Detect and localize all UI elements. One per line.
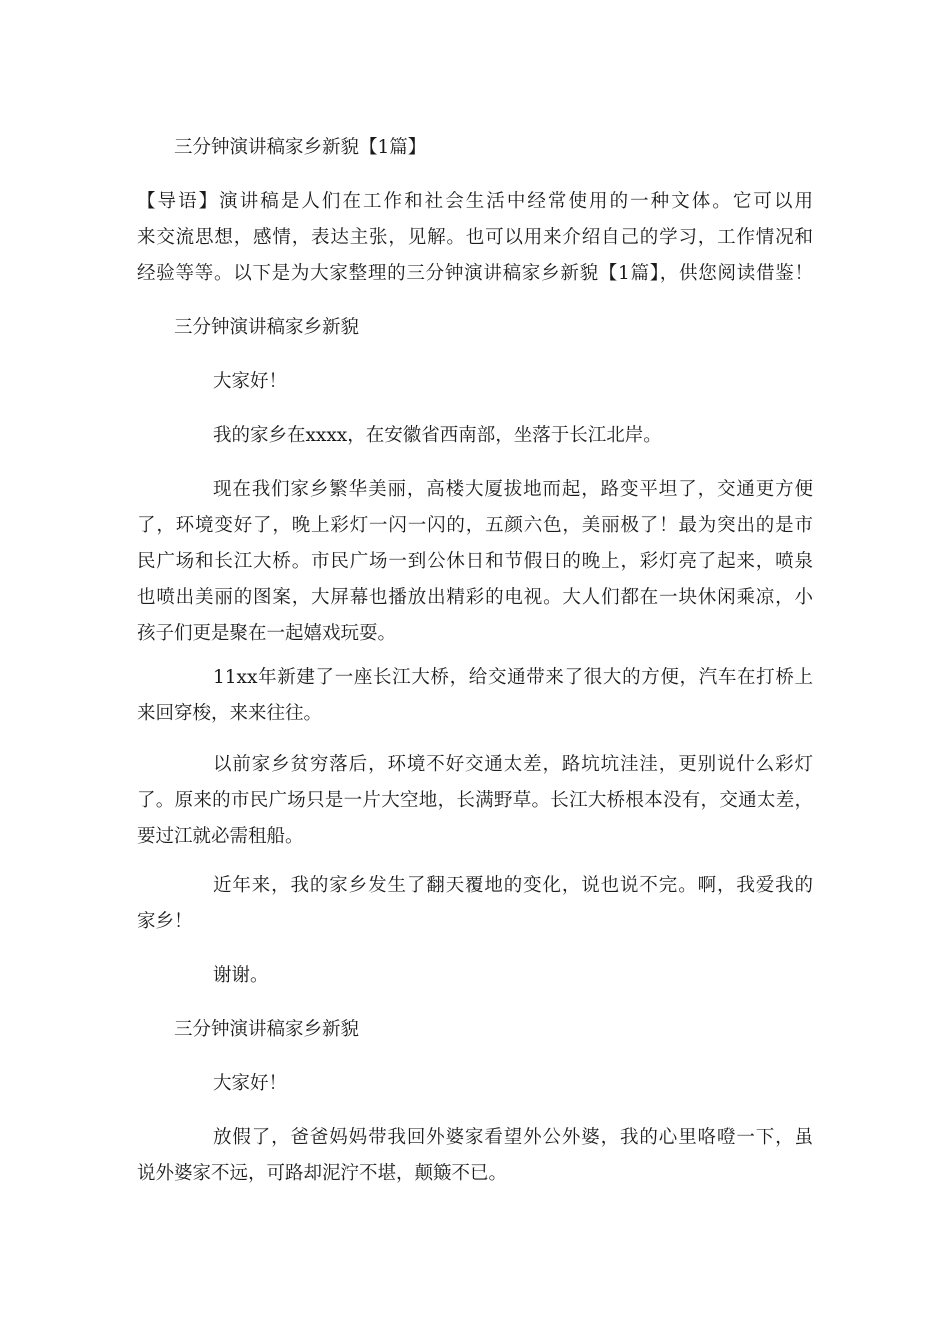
speech1-p2-line-3: 民广场和长江大桥。市民广场一到公休日和节假日的晚上，彩灯亮了起来，喷泉: [137, 551, 813, 572]
speech2-p1-line-1: 放假了，爸爸妈妈带我回外婆家看望外公外婆，我的心里咯噔一下，虽: [213, 1127, 813, 1148]
speech2-greeting: 大家好！: [213, 1073, 288, 1094]
speech1-p4-line-2: 了。原来的市民广场只是一片大空地，长满野草。长江大桥根本没有，交通太差，: [137, 790, 813, 811]
speech1-p4-line-1: 以前家乡贫穷落后，环境不好交通太差，路坑坑洼洼，更别说什么彩灯: [213, 754, 813, 775]
speech1-p2-line-4: 也喷出美丽的图案，大屏幕也播放出精彩的电视。大人们都在一块休闲乘凉，小: [137, 587, 813, 608]
intro-line-1: 【导语】演讲稿是人们在工作和社会生活中经常使用的一种文体。它可以用: [137, 191, 813, 212]
intro-line-2: 来交流思想，感情，表达主张，见解。也可以用来介绍自己的学习，工作情况和: [137, 227, 813, 248]
speech1-p2-line-5: 孩子们更是聚在一起嬉戏玩耍。: [137, 623, 397, 644]
speech1-p5-line-2: 家乡！: [137, 911, 193, 932]
document-title: 三分钟演讲稿家乡新貌【1篇】: [174, 137, 427, 158]
speech1-greeting: 大家好！: [213, 371, 288, 392]
speech1-p2-line-1: 现在我们家乡繁华美丽，高楼大厦拔地而起，路变平坦了，交通更方便: [213, 479, 813, 500]
speech2-p1-line-2: 说外婆家不远，可路却泥泞不堪，颠簸不已。: [137, 1163, 508, 1184]
intro-line-3: 经验等等。以下是为大家整理的三分钟演讲稿家乡新貌【1篇】，供您阅读借鉴！: [137, 263, 813, 284]
speech1-closing: 谢谢。: [213, 965, 269, 986]
speech1-p1-line-1: 我的家乡在xxxx，在安徽省西南部，坐落于长江北岸。: [213, 425, 662, 446]
speech1-heading: 三分钟演讲稿家乡新貌: [174, 317, 360, 338]
speech2-heading: 三分钟演讲稿家乡新貌: [174, 1019, 360, 1040]
speech1-p4-line-3: 要过江就必需租船。: [137, 826, 304, 847]
speech1-p3-line-2: 来回穿梭，来来往往。: [137, 703, 323, 724]
speech1-p5-line-1: 近年来，我的家乡发生了翻天覆地的变化，说也说不完。啊，我爱我的: [213, 875, 813, 896]
speech1-p3-line-1: 11xx年新建了一座长江大桥，给交通带来了很大的方便，汽车在打桥上: [213, 667, 813, 688]
speech1-p2-line-2: 了，环境变好了，晚上彩灯一闪一闪的，五颜六色，美丽极了！最为突出的是市: [137, 515, 813, 536]
